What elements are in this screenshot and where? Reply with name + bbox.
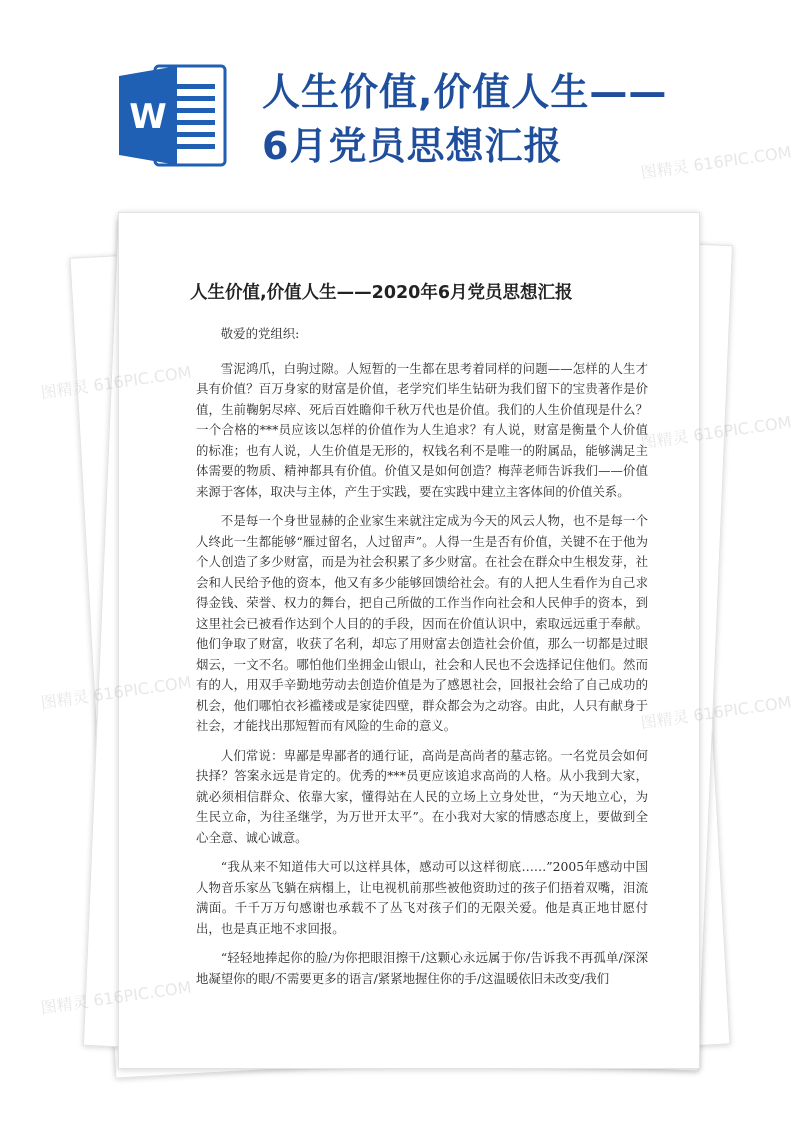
paragraph-3: 人们常说：卑鄙是卑鄙者的通行证，高尚是高尚者的墓志铭。一名党员会如何抉择？答案永远是肯定的。优秀的***员更应该追求高尚的人格。从小我到大家，就必须相信群众、依靠大家，懂得站在人民的立场上立身处世，“为天地立心，为生民立命，为往圣继学，为万世开太平”。在小我对大家的情感态度上，要做到全心全意、诚心诚意。 [196,747,648,845]
watermark: 图精灵 [39,376,90,403]
paragraph-4: “我从来不知道伟大可以这样具体，感动可以这样彻底……”2005年感动中国人物音乐家丛飞躺在病榻上，让电视机前那些被他资助过的孩子们捂着双嘴，泪流满面。千千万万句感谢也承载不了丛飞对孩子们的无限关爱。他是真正地甘愿付出，也是真正地不求回报。 [196,859,648,936]
watermark: 图精灵 616PIC.COM [639,142,793,183]
watermark: 图精灵 [39,991,90,1018]
watermark: 616PIC.COM [692,412,793,446]
word-icon-letter: W [129,97,167,137]
paragraph-5: “轻轻地捧起你的脸/为你把眼泪擦干/这颗心永远属于你/告诉我不再孤单/深深地凝望你的眼/不需要更多的语言/紧紧地握住你的手/这温暖依旧未改变/我们 [196,950,648,986]
paragraph-2: 不是每一个身世显赫的企业家生来就注定成为今天的风云人物，也不是每一个人终此一生都能够“雁过留名，人过留声”。人得一生是否有价值，关键不在于他为个人创造了多少财富，而是为社会积累了多少财富。在社会在群众中生根发芽，社会和人民给予他的资本，他又有多少能够回馈给社会。有的人把人生看作为自己求得金钱、荣誉、权力的舞台，把自己所做的工作当作向社会和人民伸手的资本，到这里社会已被看作达到个人目的的手段，因而在价值认识中，索取远远重于奉献。他们争取了财富，收获了名利，却忘了用财富去创造社会价值，那么一切都是过眼烟云，一文不名。哪怕他们坐拥金山银山，社会和人民也不会选择记住他们。然而有的人，用双手辛勤地劳动去创造价值是为了感恩社会，回报社会给了自己成功的机会，他们哪怕衣衫褴褛或是家徒四壁，群众都会为之动容。由此，人只有献身于社会，才能找出那短暂而有风险的生命的意义。 [196,513,648,733]
document-title: 人生价值,价值人生——2020年6月党员思想汇报 [190,283,573,303]
greeting: 敬爱的党组织: [220,326,300,341]
watermark: 图精灵 [39,686,90,713]
watermark: 图精灵 616PIC.COM [639,692,793,733]
header-title: 人生价值,价值人生——6月党员思想汇报 [262,70,668,168]
paragraph-1: 雪泥鸿爪，白驹过隙。人短暂的一生都在思考着同样的问题——怎样的人生才具有价值？百万身家的财富是价值，老学究们毕生钻研为我们留下的宝贵著作是价值，生前鞠躬尽瘁、死后百姓瞻仰千秋万代也是价值。我们的人生价值现是什么？一个合格的***员应该以怎样的价值作为人生追求？有人说，财富是衡量个人价值的标准；也有人说，人生价值是无形的，权钱名利不是唯一的附属品，能够满足主体需要的物质、精神都具有价值。价值又是如何创造？梅萍老师告诉我们——价值来源于客体，取决与主体，产生于实践，要在实践中建立主客体间的价值关系。 [196,360,648,499]
document-body [196,324,648,998]
